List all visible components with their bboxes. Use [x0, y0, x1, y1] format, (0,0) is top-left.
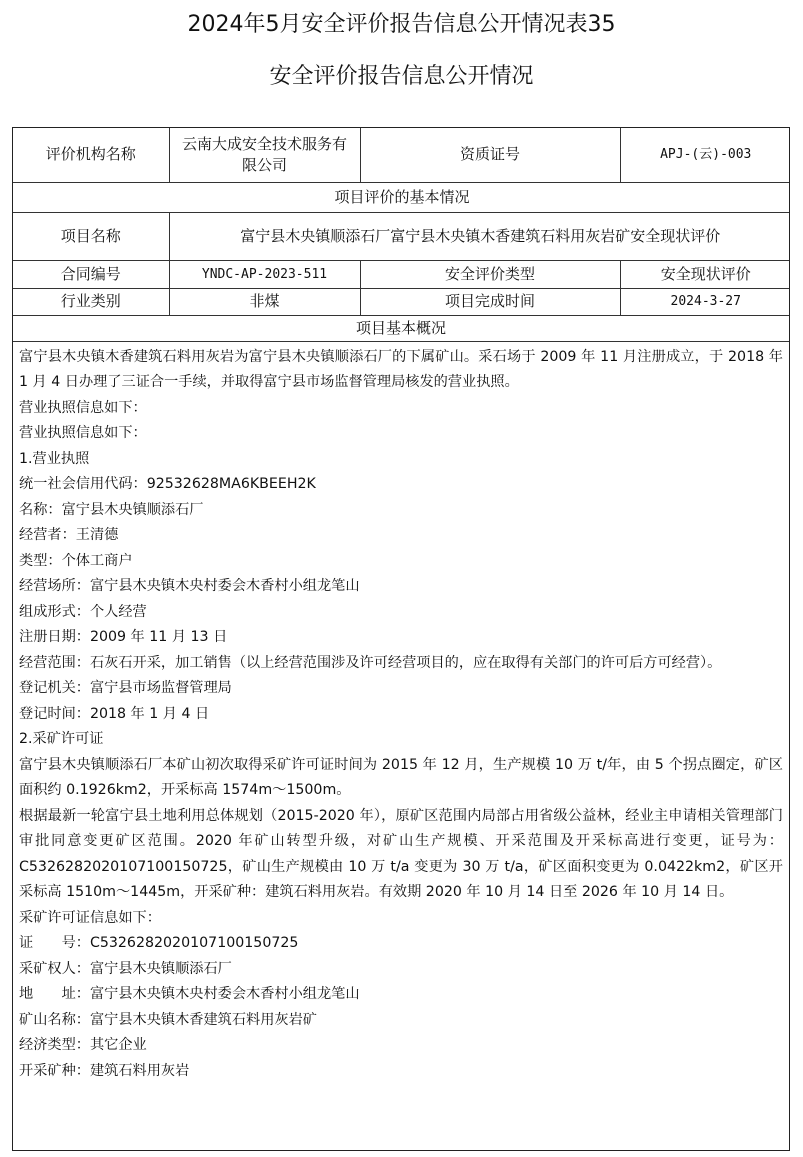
document-subtitle: 安全评价报告信息公开情况	[269, 64, 534, 89]
info-frame	[12, 127, 790, 1151]
evaluation-type-value: 安全现状评价	[620, 260, 790, 288]
summary-paragraph: 1.营业执照	[19, 450, 90, 467]
table-row	[13, 182, 790, 212]
evaluation-type-label: 安全评价类型	[360, 260, 620, 288]
project-value: 富宁县木央镇顺添石厂富宁县木央镇木香建筑石料用灰岩矿安全现状评价	[169, 212, 790, 260]
summary-paragraph: 注册日期：2009 年 11 月 13 日	[19, 629, 228, 645]
summary-paragraph: 登记机关：富宁县市场监督管理局	[19, 680, 232, 696]
table-row	[13, 260, 790, 288]
cert-value: APJ-(云)-003	[620, 128, 790, 182]
basic-section-title: 项目评价的基本情况	[13, 182, 790, 212]
info-table	[13, 128, 790, 316]
table-row	[13, 288, 790, 315]
industry-value: 非煤	[169, 288, 360, 315]
summary-paragraph: 类型：个体工商户	[19, 552, 133, 569]
summary-paragraph: 富宁县木央镇木香建筑石料用灰岩为富宁县木央镇顺添石厂的下属矿山。采石场于 2009 年 11 月注册成立，于 2018 年 1 月 4 日办理了三证合一手续，并取得富宁县市场监督管理局核发的营业执照。	[19, 348, 783, 390]
summary-paragraph: 登记时间：2018 年 1 月 4 日	[19, 705, 210, 722]
summary-paragraph: 开采矿种：建筑石料用灰岩	[19, 1062, 190, 1079]
document-title: 2024年5月安全评价报告信息公开情况表35	[187, 12, 616, 37]
org-label: 评价机构名称	[13, 128, 169, 182]
table-row	[13, 212, 790, 260]
summary-paragraph: 采矿权人：富宁县木央镇顺添石厂	[19, 960, 232, 977]
summary-paragraph: 组成形式：个人经营	[19, 603, 147, 620]
contract-value: YNDC-AP-2023-511	[169, 260, 360, 288]
summary-title: 项目基本概况	[13, 316, 789, 342]
summary-paragraph: 矿山名称：富宁县木央镇木香建筑石料用灰岩矿	[19, 1011, 317, 1028]
org-value: 云南大成安全技术服务有限公司	[169, 128, 360, 182]
summary-paragraph: 营业执照信息如下：	[19, 399, 147, 416]
industry-label: 行业类别	[13, 288, 169, 315]
project-label: 项目名称	[13, 212, 169, 260]
summary-paragraph: 经济类型：其它企业	[19, 1037, 147, 1053]
summary-paragraph: 2.采矿许可证	[19, 731, 104, 747]
summary-paragraph: 根据最新一轮富宁县土地利用总体规划（2015-2020 年），原矿区范围内局部占用省级公益林，经业主申请相关管理部门审批同意变更矿区范围。2020 年矿山转型升级，对矿山生产规模、开采范围及开采标高进行变更，证号为：C5326282020107100150725，矿山生产规模由 10 万 t/a 变更为 30 万 t/a，矿区面积变更为 0.0422km2，矿区开采标高 1510m～1445m，开采矿种：建筑石料用灰岩。有效期 2020 年 10 月 14 日至 2026 年 10 月 14 日。	[19, 807, 783, 900]
summary-paragraph: 富宁县木央镇顺添石厂本矿山初次取得采矿许可证时间为 2015 年 12 月，生产规模 10 万 t/年，由 5 个拐点圈定，矿区面积约 0.1926km2，开采标高 1574m～1500m。	[19, 756, 783, 798]
cert-label: 资质证号	[360, 128, 620, 182]
contract-label: 合同编号	[13, 260, 169, 288]
summary-paragraph: 营业执照信息如下：	[19, 425, 147, 441]
summary-body	[13, 342, 789, 1085]
summary-paragraph: 采矿许可证信息如下：	[19, 909, 161, 926]
completion-time-value: 2024-3-27	[620, 288, 790, 315]
summary-paragraph: 地 址：富宁县木央镇木央村委会木香村小组龙笔山	[19, 986, 360, 1002]
summary-paragraph: 经营范围：石灰石开采，加工销售（以上经营范围涉及许可经营项目的，应在取得有关部门的许可后方可经营）。	[19, 654, 722, 671]
summary-paragraph: 经营者：王清德	[19, 527, 119, 543]
summary-paragraph: 经营场所：富宁县木央镇木央村委会木香村小组龙笔山	[19, 578, 360, 594]
table-row	[13, 128, 790, 182]
completion-time-label: 项目完成时间	[360, 288, 620, 315]
summary-paragraph: 证 号：C5326282020107100150725	[19, 935, 299, 951]
summary-paragraph: 名称：富宁县木央镇顺添石厂	[19, 501, 204, 518]
summary-paragraph: 统一社会信用代码：92532628MA6KBEEH2K	[19, 476, 316, 492]
